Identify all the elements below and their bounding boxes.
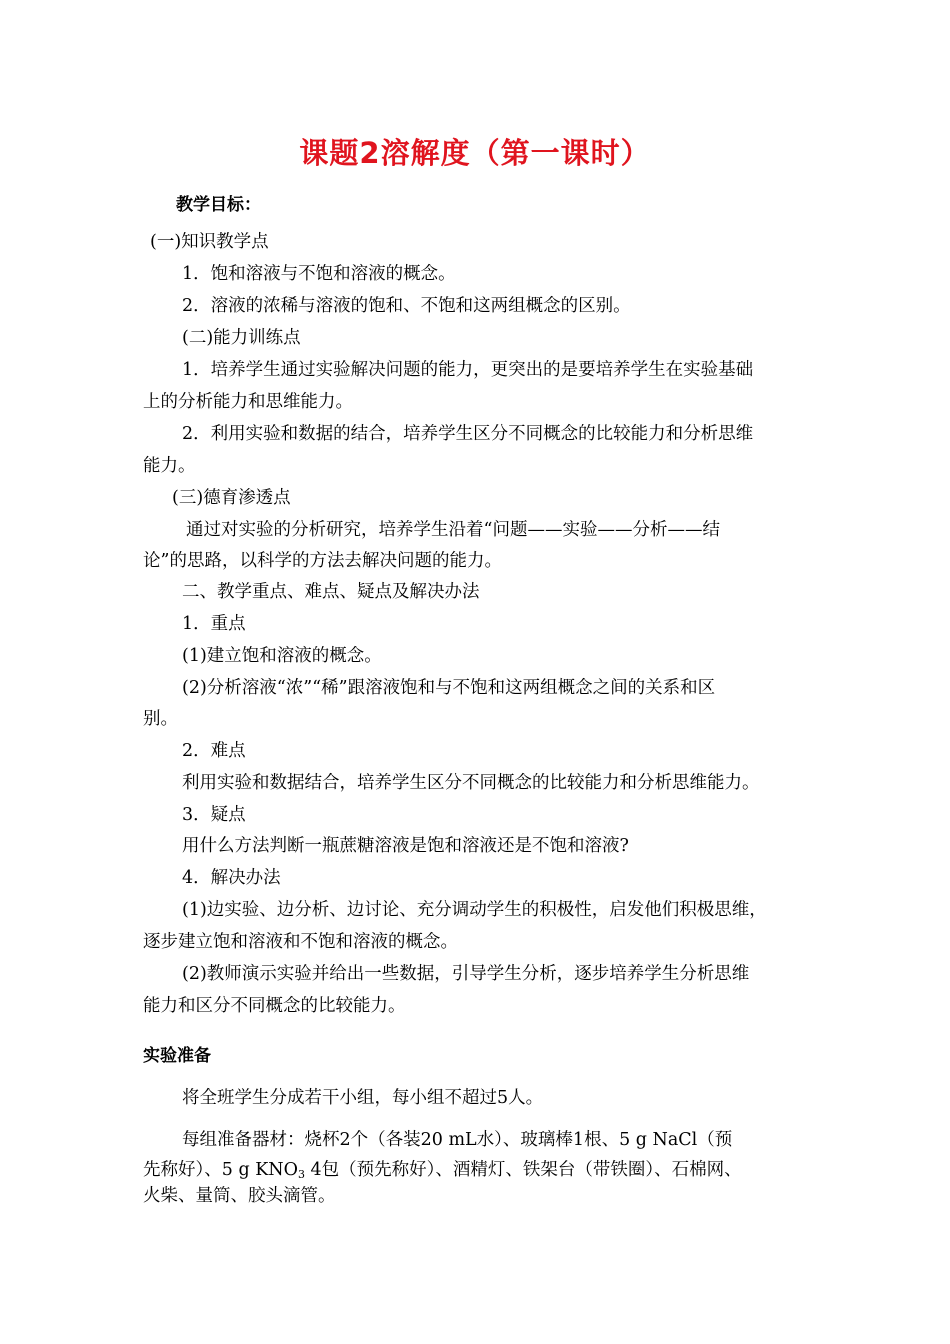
solution-heading: 4．解决办法 bbox=[182, 868, 281, 888]
prep-text2-line3: 火柴、量筒、胶头滴管。 bbox=[143, 1186, 336, 1206]
prep-text2-line2-post: 4包（预先称好）、酒精灯、铁架台（带铁圈）、石棉网、 bbox=[304, 1160, 742, 1180]
kno3-subscript: 3 bbox=[297, 1168, 305, 1181]
section1-heading: (一)知识教学点 bbox=[150, 232, 269, 252]
solution-item1-line1: (1)边实验、边分析、边讨论、充分调动学生的积极性，启发他们积极思维， bbox=[182, 900, 767, 920]
difficulty-heading: 2．难点 bbox=[182, 741, 246, 761]
document-title: 课题2溶解度（第一课时） bbox=[299, 136, 651, 170]
solution-item2-line1: (2)教师演示实验并给出一些数据，引导学生分析，逐步培养学生分析思维 bbox=[182, 964, 750, 984]
prep-text1: 将全班学生分成若干小组，每小组不超过5人。 bbox=[182, 1088, 544, 1108]
solution-item2-line2: 能力和区分不同概念的比较能力。 bbox=[143, 996, 406, 1016]
prep-text2-line2 bbox=[143, 1158, 742, 1182]
key-points-heading: 1．重点 bbox=[182, 614, 246, 634]
part2-heading: 二、教学重点、难点、疑点及解决办法 bbox=[182, 582, 480, 602]
doubt-text: 用什么方法判断一瓶蔗糖溶液是饱和溶液还是不饱和溶液? bbox=[182, 836, 629, 856]
doubt-heading: 3．疑点 bbox=[182, 805, 246, 825]
prep-text2-line2-pre: 先称好）、5 g KNO bbox=[143, 1160, 298, 1180]
difficulty-text: 利用实验和数据结合，培养学生区分不同概念的比较能力和分析思维能力。 bbox=[182, 773, 760, 793]
key-point-item2-line1: (2)分析溶液“浓”“稀”跟溶液饱和与不饱和这两组概念之间的关系和区 bbox=[182, 678, 716, 698]
section1-item1: 1．饱和溶液与不饱和溶液的概念。 bbox=[182, 264, 456, 284]
section2-item1-line2: 上的分析能力和思维能力。 bbox=[143, 392, 353, 412]
section2-item2-line1: 2．利用实验和数据的结合，培养学生区分不同概念的比较能力和分析思维 bbox=[182, 424, 754, 444]
section3-text-line2: 论”的思路，以科学的方法去解决问题的能力。 bbox=[143, 551, 502, 571]
goals-heading: 教学目标： bbox=[176, 195, 261, 215]
key-point-item1: (1)建立饱和溶液的概念。 bbox=[182, 646, 382, 666]
prep-heading: 实验准备 bbox=[143, 1046, 211, 1066]
section3-heading: (三)德育渗透点 bbox=[172, 488, 291, 508]
solution-item1-line2: 逐步建立饱和溶液和不饱和溶液的概念。 bbox=[143, 932, 458, 952]
key-point-item2-line2: 别。 bbox=[143, 709, 178, 729]
section2-item1-line1: 1．培养学生通过实验解决问题的能力，更突出的是要培养学生在实验基础 bbox=[182, 360, 754, 380]
section1-item2: 2．溶液的浓稀与溶液的饱和、不饱和这两组概念的区别。 bbox=[182, 296, 631, 316]
prep-text2-line1: 每组准备器材：烧杯2个（各装20 mL水）、玻璃棒1根、5 g NaCl（预 bbox=[182, 1130, 733, 1150]
section2-item2-line2: 能力。 bbox=[143, 456, 196, 476]
section3-text-line1: 通过对实验的分析研究，培养学生沿着“问题——实验——分析——结 bbox=[186, 520, 720, 540]
section2-heading: (二)能力训练点 bbox=[182, 328, 301, 348]
